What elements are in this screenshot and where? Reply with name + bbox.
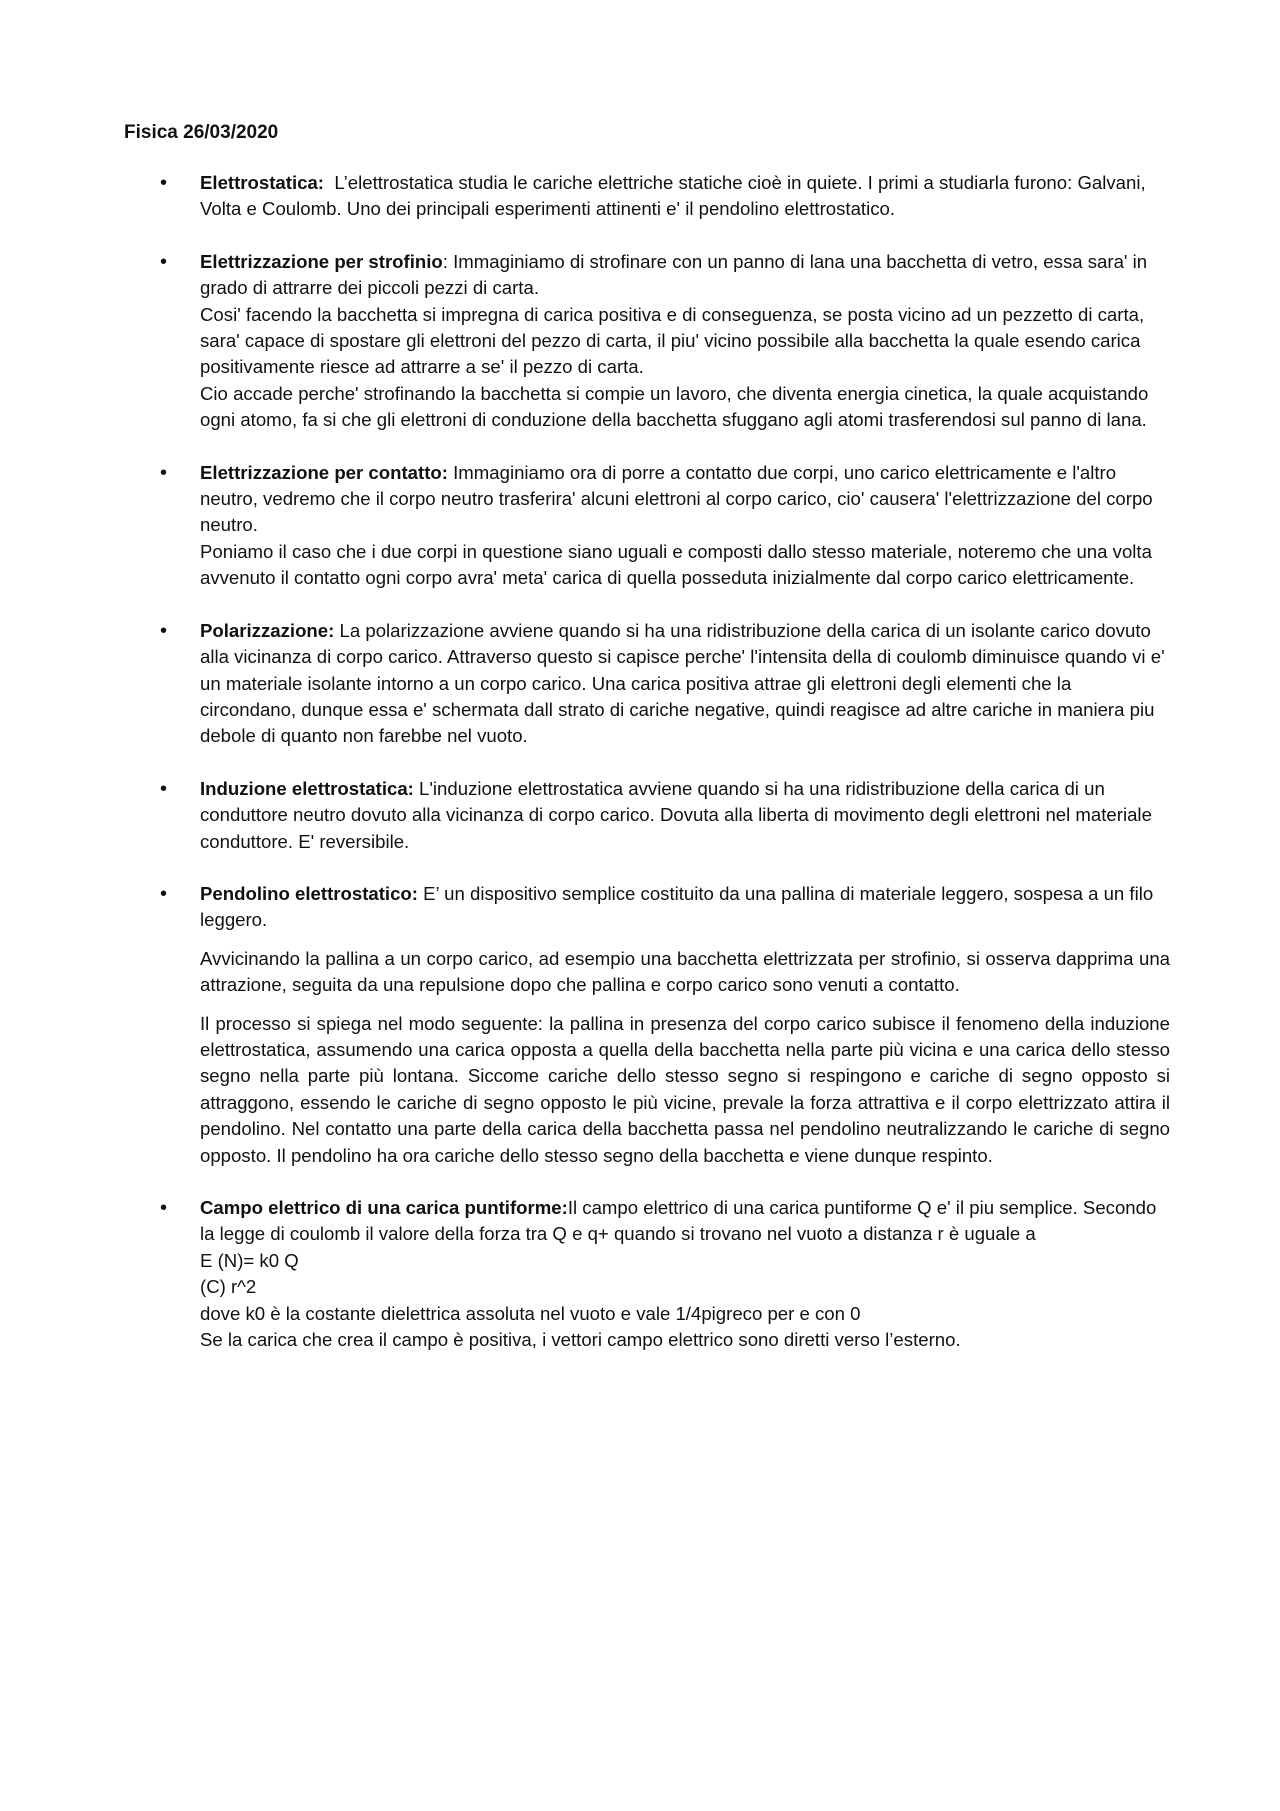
formula-line: E (N)= k0 Q — [200, 1249, 299, 1271]
section-paragraph: dove k0 è la costante dielettrica assoluta nel vuoto e vale 1/4pigreco per e con 0 — [200, 1302, 861, 1324]
section-campo-elettrico — [0, 1195, 1280, 1353]
section-paragraph — [200, 776, 1170, 855]
section-term: Campo elettrico di una carica puntiforme: — [200, 1197, 568, 1218]
formula-line: (C) r^2 — [200, 1276, 257, 1298]
section-term: Induzione elettrostatica: — [200, 777, 414, 799]
section-paragraph: Poniamo il caso che i due corpi in questione siano uguali e composti dallo stesso materiale, noteremo che una volta avvenuto il contatto ogni corpo avra' meta' carica di quella posseduta inizialmente dal corpo carico elettricamente. — [200, 540, 1152, 589]
section-term: Elettrostatica: — [200, 172, 324, 193]
bullet-marker: • — [160, 461, 168, 484]
section-pendolino-elettrostatico — [0, 881, 1280, 1169]
notes-list — [0, 170, 1280, 1379]
bullet-marker: • — [160, 777, 168, 800]
section-paragraph — [200, 460, 1170, 539]
section-text: : Immaginiamo di strofinare con un panno di lana una bacchetta di vetro, essa sara' in grado di attrarre dei piccoli pezzi di carta. — [200, 250, 1148, 299]
section-paragraph: Cio accade perche' strofinando la bacchetta si compie un lavoro, che diventa energia cinetica, la quale acquistando ogni atomo, fa si che gli elettroni di conduzione della bacchetta sfuggano agli atomi trasferendosi sul panno di lana. — [200, 382, 1149, 431]
section-induzione-elettrostatica — [0, 776, 1280, 855]
section-term: Elettrizzazione per contatto: — [200, 461, 448, 483]
section-elettrizzazione-strofinio — [0, 249, 1280, 434]
section-polarizzazione — [0, 618, 1280, 750]
bullet-marker: • — [160, 172, 168, 194]
bullet-marker: • — [160, 882, 168, 905]
section-paragraph — [200, 1195, 1170, 1248]
section-text: Il campo elettrico di una carica puntiforme Q e' il piu semplice. Secondo la legge di coulomb il valore della forza tra Q e q+ quando si trovano nel vuoto a distanza r è uguale a — [200, 1197, 1157, 1245]
section-elettrostatica — [0, 170, 1280, 223]
section-text: L'induzione elettrostatica avviene quando si ha una ridistribuzione della carica di un conduttore neutro dovuto alla vicinanza di corpo carico. Dovuta alla liberta di movimento degli elettroni nel materiale conduttore. E' reversibile. — [200, 777, 1152, 852]
section-text: Immaginiamo ora di porre a contatto due corpi, uno carico elettricamente e l'altro neutro, vedremo che il corpo neutro trasferira' alcuni elettroni al corpo carico, cio' causera' l'elettrizzazione del corpo neutro. — [200, 461, 1153, 536]
section-term: Polarizzazione: — [200, 619, 335, 641]
section-paragraph: Cosi' facendo la bacchetta si impregna di carica positiva e di conseguenza, se posta vicino ad un pezzetto di carta, sara' capace di spostare gli elettroni del pezzo di carta, il piu' vicino possibile alla bacchetta la quale esendo carica positivamente riesce ad attrarre a se' il pezzo di carta. — [200, 303, 1145, 378]
section-text: L’elettrostatica studia le cariche elettriche statiche cioè in quiete. I primi a studiarla furono: Galvani, Volta e Coulomb. Uno dei principali esperimenti attinenti e' il pendolino elettrostatico. — [200, 172, 1146, 220]
section-paragraph: Se la carica che crea il campo è positiva, i vettori campo elettrico sono diretti verso l’esterno. — [200, 1329, 961, 1351]
bullet-marker: • — [160, 619, 168, 642]
section-paragraph — [200, 618, 1170, 750]
section-paragraph — [200, 170, 1170, 223]
bullet-marker: • — [160, 250, 168, 273]
document-title: Fisica 26/03/2020 — [124, 122, 279, 143]
section-text: La polarizzazione avviene quando si ha una ridistribuzione della carica di un isolante carico dovuto alla vicinanza di corpo carico. Attraverso questo si capisce perche' l'intensita della di coulomb diminuisce quando vi e' un materiale isolante intorno a un corpo carico. Una carica positiva attrae gli elettroni degli elementi che la circondano, dunque essa e' schermata dall strato di cariche negative, quindi reagisce ad altre cariche in maniera piu debole di quanto non farebbe nel vuoto. — [200, 619, 1165, 747]
section-paragraph — [200, 249, 1170, 302]
section-term: Elettrizzazione per strofinio — [200, 250, 443, 272]
section-paragraph — [200, 881, 1170, 934]
section-elettrizzazione-contatto — [0, 460, 1280, 592]
section-text: E’ un dispositivo semplice costituito da una pallina di materiale leggero, sospesa a un filo leggero. — [200, 882, 1154, 931]
section-paragraph: Avvicinando la pallina a un corpo carico, ad esempio una bacchetta elettrizzata per strofinio, si osserva dapprima una attrazione, seguita da una repulsione dopo che pallina e corpo carico sono venuti a contatto. — [200, 947, 1170, 996]
section-paragraph: Il processo si spiega nel modo seguente: la pallina in presenza del corpo carico subisce il fenomeno della induzione elettrostatica, assumendo una carica opposta a quella della bacchetta nella parte più vicina e una carica dello stesso segno nella parte più lontana. Siccome cariche dello stesso segno si respingono e cariche di segno opposto si attraggono, essendo le cariche di segno opposto le più vicine, prevale la forza attrattiva e il corpo elettrizzato attira il pendolino. Nel contatto una parte della carica della bacchetta passa nel pendolino neutralizzando le cariche di segno opposto. Il pendolino ha ora cariche dello stesso segno della bacchetta e viene dunque respinto. — [200, 1012, 1170, 1166]
bullet-marker: • — [160, 1197, 168, 1219]
section-term: Pendolino elettrostatico: — [200, 882, 418, 904]
